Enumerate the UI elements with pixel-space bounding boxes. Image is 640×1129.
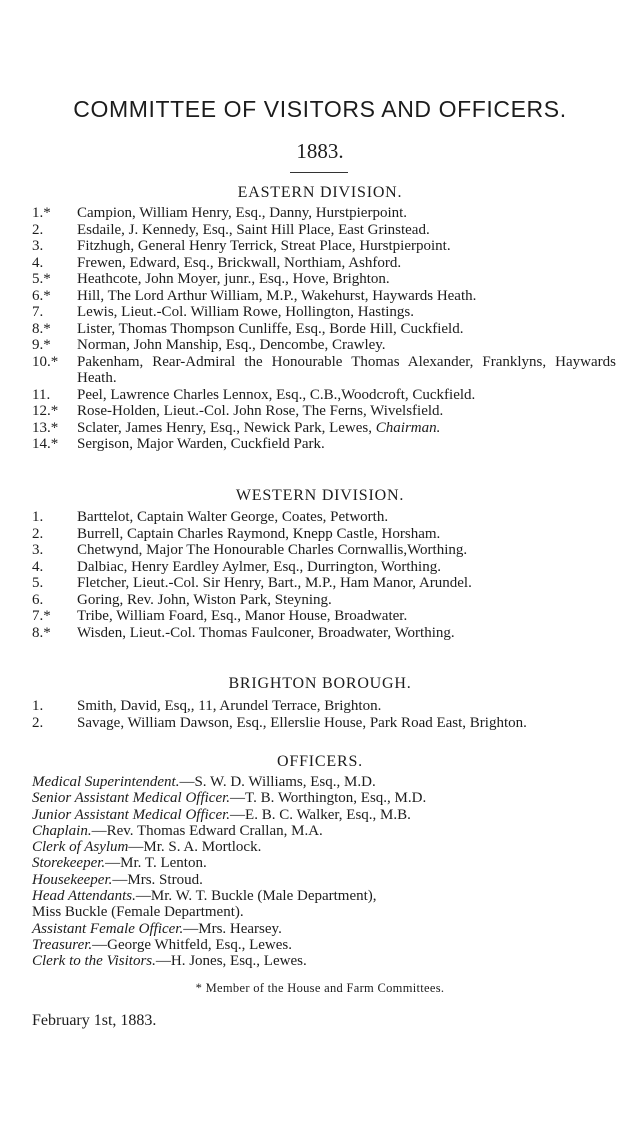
entry-text: Lister, Thomas Thompson Cunliffe, Esq., Borde Hill, Cuckfield.	[77, 320, 464, 337]
officer-row	[32, 839, 622, 855]
officer-name: —Rev. Thomas Edward Crallan, M.A.	[91, 822, 323, 839]
page-title: COMMITTEE OF VISITORS AND OFFICERS.	[73, 96, 567, 122]
officer-name: —T. B. Worthington, Esq., M.D.	[230, 790, 427, 807]
list-item	[32, 420, 616, 437]
entry-number: 2.	[32, 714, 44, 731]
list-item	[32, 255, 616, 272]
entry-text: Norman, John Manship, Esq., Dencombe, Crawley.	[77, 337, 386, 353]
entry-text: Peel, Lawrence Charles Lennox, Esq., C.B.,Woodcroft, Cuckfield.	[77, 386, 476, 403]
officer-role: Storekeeper.	[32, 855, 106, 872]
year: 1883.	[296, 139, 344, 163]
officers-list	[32, 774, 622, 970]
entry-text: Fletcher, Lieut.-Col. Sir Henry, Bart., M.P., Ham Manor, Arundel.	[77, 575, 472, 591]
entry-text: Rose-Holden, Lieut.-Col. John Rose, The Ferns, Wivelsfield.	[77, 403, 444, 419]
entry-number: 13.*	[32, 419, 59, 436]
list-item	[32, 526, 616, 543]
list-item	[32, 387, 616, 404]
officer-name: —E. B. C. Walker, Esq., M.B.	[230, 806, 411, 823]
officer-name: —Mrs. Stroud.	[112, 871, 203, 888]
dateline: February 1st, 1883.	[32, 1012, 157, 1029]
officer-role: Housekeeper.	[32, 871, 113, 888]
entry-number: 5.*	[32, 271, 51, 287]
officer-role: Chaplain.	[32, 822, 92, 839]
officer-name: —Mr. T. Lenton.	[105, 855, 207, 872]
entry-text: Goring, Rev. John, Wiston Park, Steyning.	[77, 591, 332, 608]
list-item	[32, 575, 616, 592]
entry-number: 1.	[32, 698, 44, 714]
officer-name: —Mr. W. T. Buckle (Male Department),	[135, 888, 377, 905]
officer-role: Treasurer.	[32, 936, 93, 953]
list-item	[32, 715, 616, 732]
list-item	[32, 698, 616, 715]
entry-number: 4.	[32, 254, 44, 271]
western-division-heading: WESTERN DIVISION.	[235, 487, 405, 504]
list-item	[32, 559, 616, 576]
officer-row	[32, 937, 622, 953]
entry-text: Savage, William Dawson, Esq., Ellerslie House, Park Road East, Brighton.	[77, 714, 527, 731]
entry-number: 2.	[32, 221, 44, 238]
officer-row	[32, 953, 622, 969]
eastern-division-heading: EASTERN DIVISION.	[237, 184, 403, 201]
entry-number: 5.	[32, 575, 44, 591]
entry-text: Fitzhugh, General Henry Terrick, Streat Place, Hurstpierpoint.	[77, 238, 451, 254]
entry-number: 7.*	[32, 608, 51, 624]
entry-number: 9.*	[32, 337, 51, 353]
entry-role: Chairman.	[375, 419, 441, 436]
entry-number: 6.*	[32, 287, 51, 304]
officer-name: —Mr. S. A. Mortlock.	[128, 839, 262, 856]
brighton-borough-heading: BRIGHTON BOROUGH.	[228, 675, 412, 692]
entry-number: 1.	[32, 509, 44, 525]
entry-text: Frewen, Edward, Esq., Brickwall, Northiam, Ashford.	[77, 254, 402, 271]
list-item	[32, 222, 616, 239]
entry-text: Hill, The Lord Arthur William, M.P., Wakehurst, Haywards Heath.	[77, 287, 477, 304]
list-item	[32, 238, 616, 255]
officer-row	[32, 790, 622, 806]
officer-name: —S. W. D. Williams, Esq., M.D.	[179, 774, 376, 790]
officer-role: Medical Superintendent.	[32, 774, 180, 790]
officer-row	[32, 823, 622, 839]
entry-text: Lewis, Lieut.-Col. William Rowe, Hollington, Hastings.	[77, 304, 415, 320]
entry-text: Tribe, William Foard, Esq., Manor House, Broadwater.	[77, 608, 408, 624]
entry-number: 3.	[32, 238, 44, 254]
eastern-division-list	[32, 205, 616, 453]
officer-row	[32, 774, 622, 790]
entry-number: 8.*	[32, 624, 51, 641]
list-item	[32, 205, 616, 222]
entry-text: Sergison, Major Warden, Cuckfield Park.	[77, 436, 325, 452]
entry-number: 14.*	[32, 436, 59, 452]
officer-role: Clerk of Asylum	[32, 839, 129, 856]
officer-row	[32, 888, 622, 904]
list-item	[32, 304, 616, 321]
officer-role: Head Attendants.	[32, 888, 136, 905]
entry-number: 7.	[32, 304, 44, 320]
officers-heading: OFFICERS.	[277, 753, 363, 770]
entry-number: 12.*	[32, 403, 59, 419]
entry-text: Sclater, James Henry, Esq., Newick Park, Lewes,	[77, 419, 373, 436]
list-item	[32, 288, 616, 305]
entry-number: 11.	[32, 386, 51, 403]
entry-text: Smith, David, Esq,, 11, Arundel Terrace, Brighton.	[77, 698, 382, 714]
entry-text: Dalbiac, Henry Eardley Aylmer, Esq., Durrington, Worthing.	[77, 558, 441, 575]
list-item	[32, 403, 616, 420]
entry-number: 8.*	[32, 320, 51, 337]
western-division-list	[32, 509, 616, 641]
list-item	[32, 321, 616, 338]
list-item	[32, 271, 616, 288]
list-item	[32, 354, 616, 387]
officer-name: —H. Jones, Esq., Lewes.	[155, 953, 307, 970]
list-item	[32, 337, 616, 354]
officer-row	[32, 904, 622, 920]
entry-number: 4.	[32, 558, 44, 575]
officer-name: Miss Buckle (Female Department).	[32, 904, 244, 921]
entry-text: Burrell, Captain Charles Raymond, Knepp Castle, Horsham.	[77, 525, 441, 542]
list-item	[32, 592, 616, 609]
list-item	[32, 625, 616, 642]
list-item	[32, 436, 616, 453]
officer-row	[32, 921, 622, 937]
entry-text: Wisden, Lieut.-Col. Thomas Faulconer, Broadwater, Worthing.	[77, 624, 455, 641]
officer-row	[32, 872, 622, 888]
entry-number: 2.	[32, 525, 44, 542]
entry-text: Campion, William Henry, Esq., Danny, Hurstpierpoint.	[77, 205, 408, 221]
entry-text: Chetwynd, Major The Honourable Charles Cornwallis,Worthing.	[77, 542, 468, 558]
entry-number: 10.*	[32, 353, 59, 370]
officer-name: —George Whitfeld, Esq., Lewes.	[92, 936, 292, 953]
entry-text: Pakenham, Rear-Admiral the Honourable Thomas Alexander, Franklyns, Haywards Heath.	[77, 353, 616, 386]
entry-text: Esdaile, J. Kennedy, Esq., Saint Hill Place, East Grinstead.	[77, 221, 430, 238]
list-item	[32, 608, 616, 625]
officer-name: —Mrs. Hearsey.	[183, 920, 282, 937]
officer-role: Assistant Female Officer.	[32, 920, 184, 937]
officer-role: Junior Assistant Medical Officer.	[32, 806, 231, 823]
officer-row	[32, 855, 622, 871]
officer-role: Senior Assistant Medical Officer.	[32, 790, 231, 807]
officer-role: Clerk to the Visitors.	[32, 953, 156, 970]
entry-number: 1.*	[32, 205, 51, 221]
officer-row	[32, 807, 622, 823]
entry-number: 6.	[32, 591, 44, 608]
entry-number: 3.	[32, 542, 44, 558]
footnote: * Member of the House and Farm Committees.	[195, 981, 445, 995]
title-divider	[290, 172, 348, 173]
list-item	[32, 542, 616, 559]
brighton-borough-list	[32, 698, 616, 731]
entry-text: Barttelot, Captain Walter George, Coates, Petworth.	[77, 509, 389, 525]
entry-text: Heathcote, John Moyer, junr., Esq., Hove, Brighton.	[77, 271, 390, 287]
list-item	[32, 509, 616, 526]
